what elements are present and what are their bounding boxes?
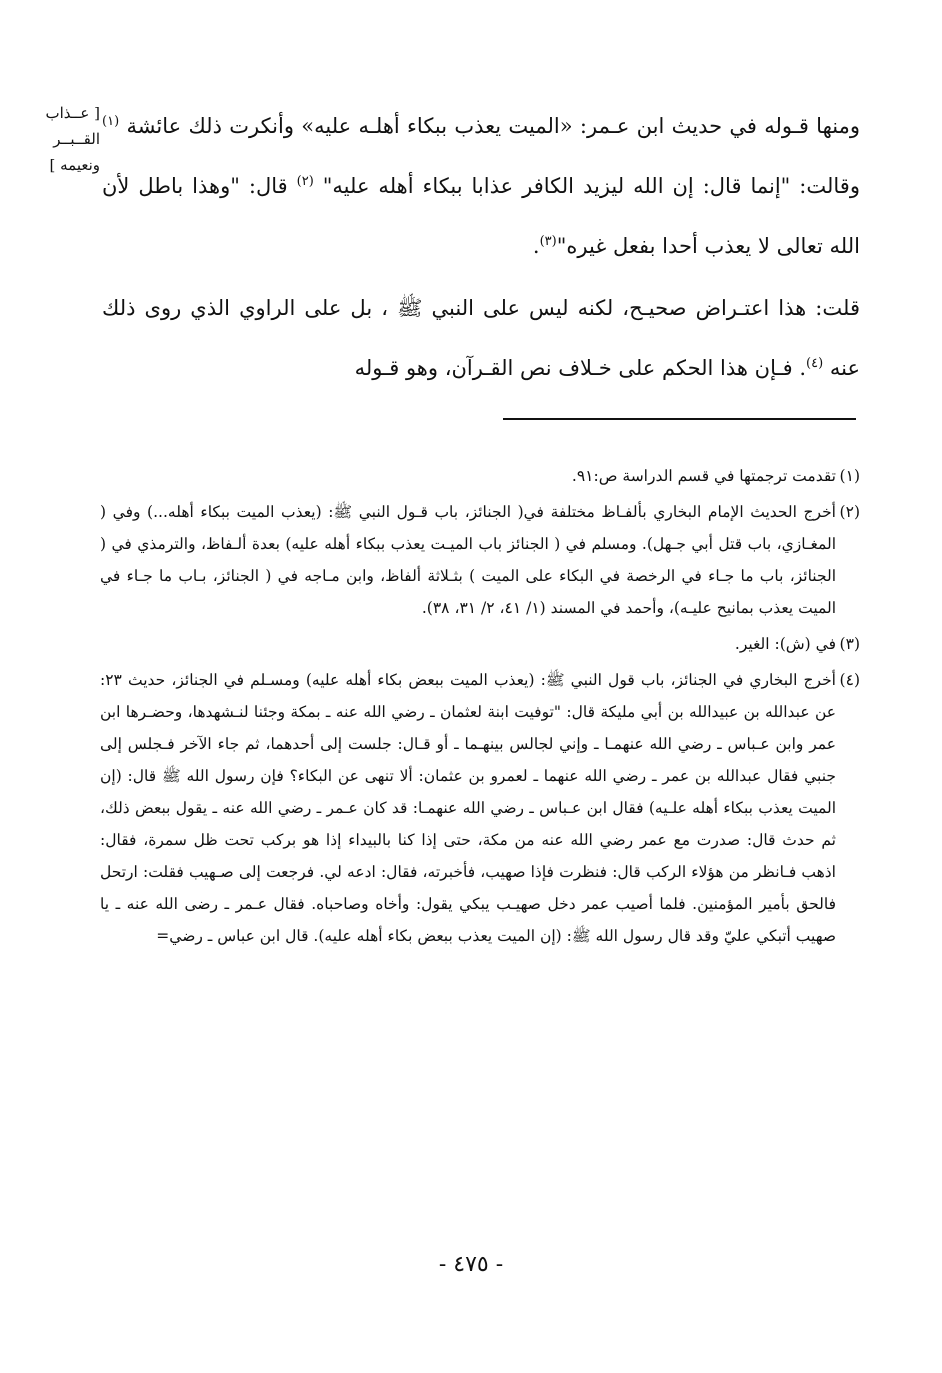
footnote-number: (٣) (839, 635, 860, 653)
margin-note (14, 100, 100, 178)
footnote-ref: (٤) (806, 356, 824, 371)
footnote-number: (١) (839, 467, 860, 485)
margin-note-line: [ عــذاب (45, 104, 100, 122)
paragraph-text: قلت: هذا اعتـراض صحيـح، لكنه ليس على النبي ﷺ ، بل على الراوي الذي روى ذلك عنه (102, 296, 860, 380)
footnote (100, 496, 860, 624)
footnote-ref: (٣) (539, 234, 557, 249)
footnote (100, 664, 860, 952)
footnote-separator (503, 418, 856, 420)
footnote-ref: (٢) (296, 174, 314, 189)
footnote-text: أخرج الحديث الإمام البخاري بألفـاظ مختلفة في( الجنائز، باب قـول النبي ﷺ: (يعذب الميت ببكاء أهله...) وفي ( المغـازي، باب قتل أبي جـهل). ومسلم في ( الجنائز باب الميـت يعذب ببكاء أهله عليه) بعدة ألـفاظ، والترمذي في ( الجنائز، باب ما جـاء في الرخصة في البكاء على الميت ) بثـلاثة ألفاظ، وابن مـاجه في ( الجنائز، بـاب ما جـاء في الميت يعذب بمانيح عليـه)، وأحمد في المسند (١/ ٤١، ٢/ ٣١، ٣٨). (100, 503, 836, 617)
page-number: - ٤٧٥ - (438, 1252, 504, 1277)
margin-note-line: ونعيمه ] (49, 156, 100, 174)
footnote (100, 628, 860, 660)
footnote-text: في (ش): الغير. (734, 635, 836, 653)
footnote-number: (٢) (839, 503, 860, 521)
footnotes (100, 460, 860, 956)
paragraph-text: ومنها قـوله في حديث ابن عـمر: «الميت يعذب ببكاء أهلـه عليه» وأنكرت ذلك عائشة (126, 114, 860, 138)
footnote-number: (٤) (839, 671, 860, 689)
footnote-text: أخرج البخاري في الجنائز، باب قول النبي ﷺ: (يعذب الميت ببعض بكاء أهله عليه) ومسـلم في الجنائز، حديث ٢٣: عن عبدالله بن عبيدالله بن أبي مليكة قال: "توفيت ابنة لعثمان ـ رضي الله عنه ـ بمكة وجئنا لنـشهدها، وحضـرها ابن عمر وابن عـباس ـ رضي الله عنهمـا ـ وإني لجالس بينهـما ـ أو قـال: جلست إلى أحدهما، ثم جاء الآخر فـجلس إلى جنبي فقال عبدالله بن عمر ـ رضي الله عنهما ـ لعمرو بن عثمان: ألا تنهى عن البكاء؟ فإن رسول الله ﷺ قال: (إن الميت يعذب ببكاء أهله علـيه) فقال ابن عـباس ـ رضي الله عنهمـا: قد كان عـمر ـ رضي الله عنه ـ يقول ببعض ذلك، ثم حدث قال: صدرت مع عمر رضي الله عنه من مكة، حتى إذا كنا بالبيداء إذا هو بركب تحت ظل سمرة، فقال: اذهب فـانظر من هؤلاء الركب قال: فنظرت فإذا صهيب، فأخبرته، فقال: ادعه لي. فرجعت إلى صـهيب فقلت: ارتحل فالحق بأمير المؤمنين. فلما أصيب عمر دخل صهيـب يبكي يقول: وأخاه وصاحباه. فقال عـمر ـ رضى الله عنه ـ يا صهيب أتبكي عليّ وقد قال رسول الله ﷺ: (إن الميت يعذب ببعض بكاء أهله عليه). قال ابن عباس ـ رضي= (100, 671, 836, 945)
paragraph-text: قال: "وهذا باطل لأن الله تعالى لا يعذب أحدا بفعل غيره" (102, 174, 860, 258)
paragraph-text: . (532, 234, 540, 258)
footnote-ref: (١) (102, 114, 120, 129)
main-paragraph (102, 280, 860, 396)
main-text (102, 94, 860, 396)
footnote-text: تقدمت ترجمتها في قسم الدراسة ص:٩١. (571, 467, 836, 485)
margin-note-line: القــبــر (53, 130, 100, 148)
paragraph-text: . فـإن هذا الحكم على خـلاف نص القـرآن، وهو قـوله (354, 356, 807, 380)
footnote (100, 460, 860, 492)
paragraph-text: وقالت: "إنما قال: إن الله ليزيد الكافر عذابا ببكاء أهله عليه" (322, 174, 860, 198)
main-paragraph (102, 94, 860, 274)
